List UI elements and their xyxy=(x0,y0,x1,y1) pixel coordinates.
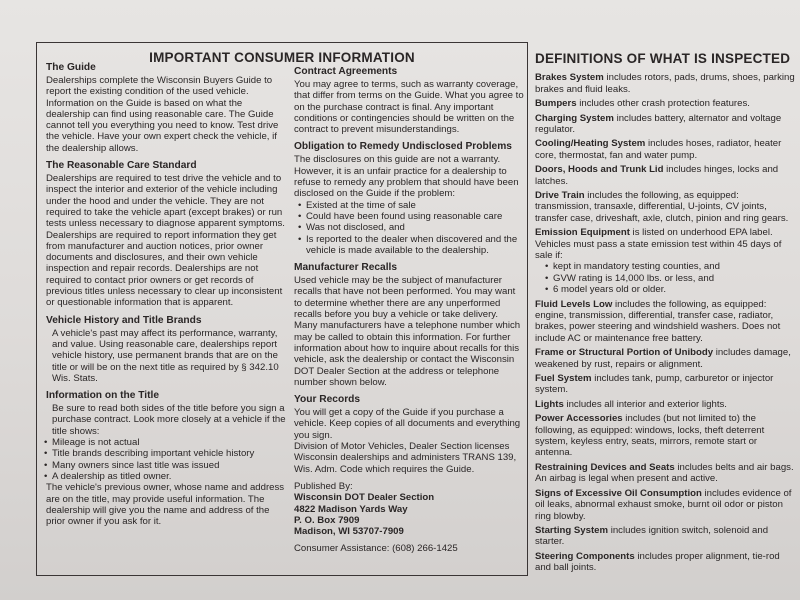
definition-text xyxy=(535,227,797,261)
definition-desc: includes belts and air bags. An airbag is legal when present and active. xyxy=(535,461,794,485)
section-obligation xyxy=(294,141,524,256)
definition-term: Emission Equipment xyxy=(535,227,630,239)
section-heading: Your Records xyxy=(294,394,361,406)
definition-term: Signs of Excessive Oil Consumption xyxy=(535,487,702,499)
address-line: Wisconsin DOT Dealer Section xyxy=(294,492,435,504)
definition-text xyxy=(535,373,797,396)
definition-item xyxy=(535,98,797,109)
section-records xyxy=(294,394,524,475)
section-heading: Information on the Title xyxy=(46,390,160,402)
definition-desc: includes all interior and exterior lights. xyxy=(563,398,727,410)
section-contract xyxy=(294,66,524,135)
section-vehicle-history xyxy=(46,315,286,384)
definition-term: Fuel System xyxy=(535,373,592,385)
definition-term: Fluid Levels Low xyxy=(535,298,613,310)
section-text: Be sure to read both sides of the title before you sign a purchase contract. Look more closely at a vehicle if the title shows: xyxy=(52,403,286,437)
definition-text xyxy=(535,164,797,187)
definition-desc: includes evidence of oil leaks, abnormal exhaust smoke, burnt oil odor or piston ring blowby. xyxy=(535,487,792,522)
definition-desc: includes ignition switch, solenoid and starter. xyxy=(535,524,769,548)
definition-text xyxy=(535,462,797,485)
definition-text xyxy=(535,488,797,522)
consumer-assistance: Consumer Assistance: (608) 266-1425 xyxy=(294,543,458,555)
title-bullets xyxy=(46,437,286,482)
publisher-address xyxy=(294,492,524,537)
definition-term: Power Accessories xyxy=(535,413,623,425)
section-heading: Obligation to Remedy Undisclosed Problems xyxy=(294,141,512,153)
definition-item xyxy=(535,551,797,574)
section-heading: The Reasonable Care Standard xyxy=(46,160,197,172)
list-item: • Title brands describing important vehicle history xyxy=(52,448,286,459)
definition-text xyxy=(535,399,797,410)
definition-desc: includes proper alignment, tie-rod and ball joints. xyxy=(535,550,780,574)
definition-item xyxy=(535,462,797,485)
definition-item xyxy=(535,488,797,522)
definition-desc: includes other crash protection features. xyxy=(576,98,750,110)
column-middle xyxy=(294,66,524,555)
definition-term: Lights xyxy=(535,398,564,410)
definition-desc: is listed on underhood EPA label. Vehicles must pass a state emission test within 45 days of sale if: xyxy=(535,227,782,261)
definition-term: Drive Train xyxy=(535,189,585,201)
definition-item xyxy=(535,347,797,370)
section-text: You will get a copy of the Guide if you purchase a vehicle. Keep copies of all documents and everything you sign. xyxy=(294,407,521,441)
definition-desc: includes hoses, radiator, heater core, thermostat, fan and water pump. xyxy=(535,138,782,161)
definition-term: Bumpers xyxy=(535,98,577,110)
section-text: A vehicle's past may affect its performance, warranty, and value. Using reasonable care, dealerships report vehicle history, use permanent brands that are on the title or will be on the next title as required by § 342.10 Wis. Stats. xyxy=(52,327,279,384)
definition-item xyxy=(535,373,797,396)
column-right xyxy=(535,53,797,577)
definition-desc: includes tank, pump, carburetor or injector system. xyxy=(535,373,774,396)
definition-term: Steering Components xyxy=(535,550,635,562)
address-line: 4822 Madison Yards Way xyxy=(294,503,408,515)
section-text: Dealerships complete the Wisconsin Buyers Guide to report the existing condition of the used vehicle. Information on the Guide is based on what the dealership can find using reasonable care. The Guide cannot tell you everything you need to know. Test drive the vehicle. Have your own expert check the vehicle, if the dealership allows. xyxy=(46,75,279,154)
definition-term: Charging System xyxy=(535,112,614,124)
definition-text xyxy=(535,72,797,95)
definition-term: Cooling/Heating System xyxy=(535,138,646,150)
section-text: The vehicle's previous owner, whose name and address are on the title, may provide useful information. The dealership will give you the name and address of the prior owner if you ask for it. xyxy=(46,482,285,528)
definition-text xyxy=(535,347,797,370)
definition-desc: includes (but not limited to) the following, as equipped: windows, locks, theft deterrent system, keyless entry, seats, mirrors, remote start or antenna. xyxy=(535,413,765,459)
list-item: • 6 model years old or older. xyxy=(553,284,797,295)
address-line: Madison, WI 53707-7909 xyxy=(294,526,404,538)
definition-term: Frame or Structural Portion of Unibody xyxy=(535,347,714,359)
section-text: The disclosures on this guide are not a warranty. However, it is an unfair practice for a dealership to refuse to remedy any problem that should have been disclosed on the Guide if the problem: xyxy=(294,154,519,200)
definition-desc: includes rotors, pads, drums, shoes, parking brakes and fluid leaks. xyxy=(535,72,795,95)
list-item: • Was not disclosed, and xyxy=(306,222,524,233)
section-text: Division of Motor Vehicles, Dealer Section licenses Wisconsin dealerships and administers TRANS 139, Wis. Adm. Code which requires the Guide. xyxy=(294,441,517,475)
list-item: • Mileage is not actual xyxy=(52,437,286,448)
definition-desc: includes hinges, locks and latches. xyxy=(535,164,779,187)
definition-text xyxy=(535,98,797,109)
main-title: IMPORTANT CONSUMER INFORMATION xyxy=(149,50,415,65)
definition-text xyxy=(535,299,797,345)
definition-item xyxy=(535,227,797,295)
section-heading: Vehicle History and Title Brands xyxy=(46,314,202,326)
definition-desc: includes the following, as equipped: transmission, transaxle, differential, U-joints, CV joints, transfer case, driveshaft, axle, clutch, pinion and ring gears. xyxy=(535,189,789,224)
definition-term: Doors, Hoods and Trunk Lid xyxy=(535,164,664,176)
definition-text xyxy=(535,190,797,224)
section-text: Dealerships are required to test drive the vehicle and to inspect the interior and exterior of the vehicle including under the hood and under the vehicle. They are not required to take the vehicle apart (except brakes) or run tests unless necessary to diagnose apparent symptoms. xyxy=(46,173,285,230)
definition-term: Restraining Devices and Seats xyxy=(535,461,675,473)
published-by-label: Published By: xyxy=(294,480,353,492)
definition-item xyxy=(535,113,797,136)
list-item: • Existed at the time of sale xyxy=(306,200,524,211)
address-line: P. O. Box 7909 xyxy=(294,514,360,526)
definition-item xyxy=(535,190,797,224)
section-text: You may agree to terms, such as warranty coverage, that differ from terms on the Guide. What you agree to on the purchase contract is final. Any important conditions or contingencies should be written on the contract to prevent misunderstandings. xyxy=(294,79,524,136)
definition-text xyxy=(535,138,797,161)
definitions-title: DEFINITIONS OF WHAT IS INSPECTED xyxy=(535,51,791,66)
list-item: • Is reported to the dealer when discovered and the vehicle is made available to the dealership. xyxy=(306,234,524,257)
section-recalls xyxy=(294,262,524,388)
list-item: • GVW rating is 14,000 lbs. or less, and xyxy=(553,273,797,284)
column-left xyxy=(46,62,286,533)
definitions-list xyxy=(535,72,797,573)
list-item: • A dealership as titled owner. xyxy=(52,471,286,482)
section-title-info xyxy=(46,390,286,527)
section-heading: The Guide xyxy=(46,62,96,73)
list-item: • kept in mandatory testing counties, and xyxy=(553,261,797,272)
list-item: • Could have been found using reasonable care xyxy=(306,211,524,222)
obligation-bullets xyxy=(294,200,524,256)
definition-desc: includes battery, alternator and voltage regulator. xyxy=(535,112,782,135)
section-text: Used vehicle may be the subject of manufacturer recalls that have not been performed. You may want to determine whether there are any unperformed recalls before you buy a vehicle or take delivery. Many manufacturers have a telephone number which may be called to obtain this information. For further information about how to inquire about recalls for this vehicle, ask the dealership or contact the Wisconsin DOT Dealer Section at the address or telephone number shown below. xyxy=(294,275,521,388)
definition-text xyxy=(535,413,797,459)
section-guide xyxy=(46,62,286,154)
section-reasonable-care xyxy=(46,160,286,309)
definition-desc: includes damage, weakened by rust, repairs or alignment. xyxy=(535,347,791,370)
definition-text xyxy=(535,113,797,136)
definition-item xyxy=(535,299,797,345)
definition-text xyxy=(535,551,797,574)
definition-term: Brakes System xyxy=(535,72,604,84)
list-item: • Many owners since last title was issued xyxy=(52,460,286,471)
definition-bullets xyxy=(535,261,797,295)
definition-item xyxy=(535,138,797,161)
definition-item xyxy=(535,399,797,410)
definition-item xyxy=(535,525,797,548)
definition-item xyxy=(535,164,797,187)
section-heading: Manufacturer Recalls xyxy=(294,262,398,274)
section-text: Dealerships are required to report information they get from manufacturer and auction notices, prior owner documents and disclosures, and their own vehicle inspection and repair records. Dealerships are not required to contact prior owners or get records of previous titles unless necessary to clear up inconsistent or questionable information that is apparent. xyxy=(46,229,283,309)
section-heading: Contract Agreements xyxy=(294,66,398,77)
definition-text xyxy=(535,525,797,548)
definition-desc: includes the following, as equipped: engine, transmission, differential, transfer case, radiator, brakes, power steering and windshield washers. Does not include AC or maintenance free battery. xyxy=(535,298,781,344)
definition-item xyxy=(535,72,797,95)
definition-item xyxy=(535,413,797,459)
definition-term: Starting System xyxy=(535,524,609,536)
